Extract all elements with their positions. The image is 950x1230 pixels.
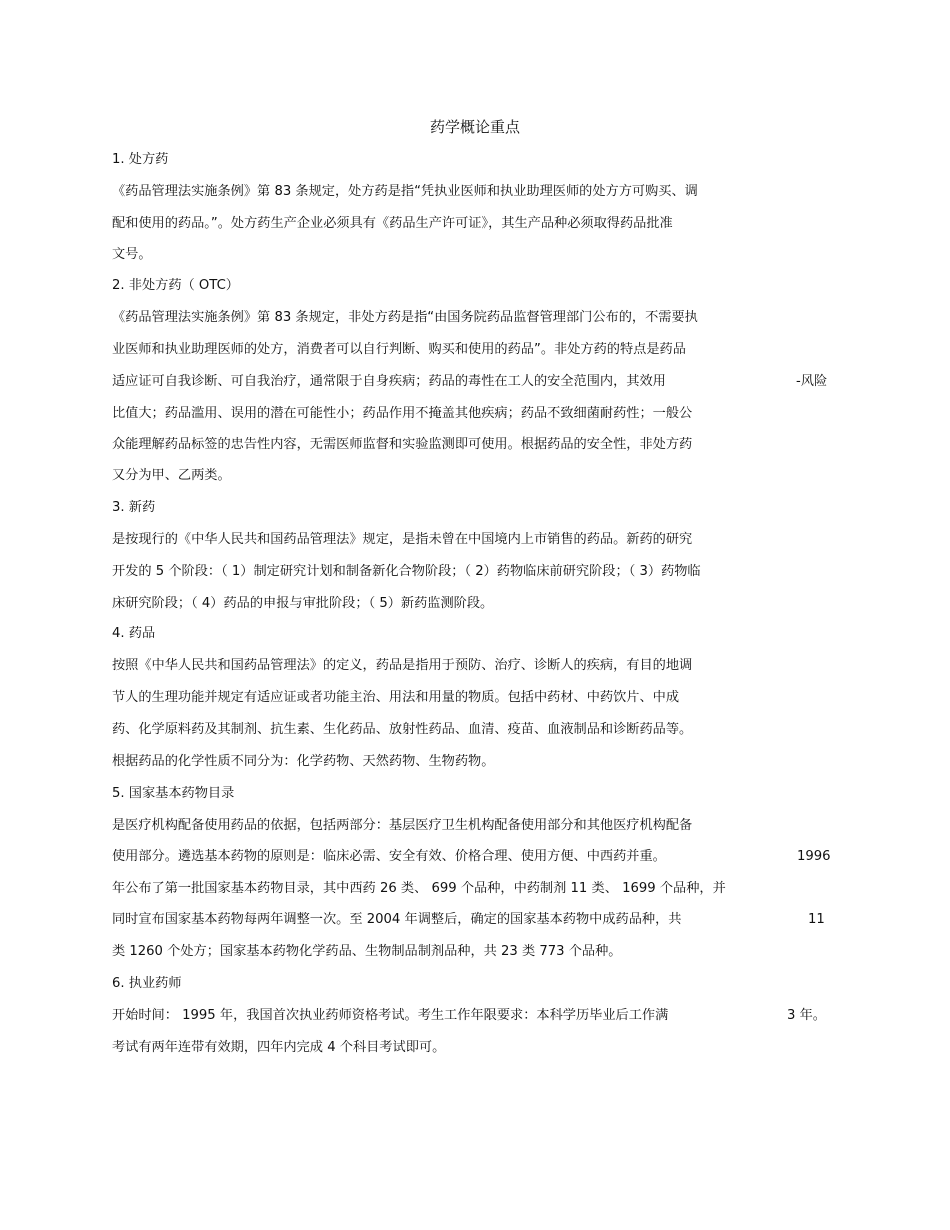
- section-heading-3: 3. 新药: [112, 500, 156, 515]
- paragraph-line: 业医师和执业助理医师的处方，消费者可以自行判断、购买和使用的药品”。非处方药的特点是药品: [112, 342, 686, 357]
- paragraph-line: 配和使用的药品。”。处方药生产企业必须具有《药品生产许可证》，其生产品种必须取得药品批准: [112, 216, 673, 231]
- paragraph-line: 比值大；药品滥用、误用的潜在可能性小；药品作用不掩盖其他疾病；药品不致细菌耐药性；一般公: [112, 406, 693, 421]
- paragraph-line: 适应证可自我诊断、可自我治疗，通常限于自身疾病；药品的毒性在工人的安全范围内，其效用: [112, 374, 666, 389]
- paragraph-line-tail: -风险: [796, 374, 828, 389]
- paragraph-line: 年公布了第一批国家基本药物目录，其中西药 26 类、 699 个品种，中药制剂 11 类、 1699 个品种，并: [112, 881, 726, 896]
- paragraph-line: 按照《中华人民共和国药品管理法》的定义，药品是指用于预防、治疗、诊断人的疾病，有目的地调: [112, 658, 693, 673]
- paragraph-line: 类 1260 个处方；国家基本药物化学药品、生物制品制剂品种，共 23 类 773 个品种。: [112, 944, 622, 959]
- section-heading-5: 5. 国家基本药物目录: [112, 786, 235, 801]
- paragraph-line: 开始时间： 1995 年，我国首次执业药师资格考试。考生工作年限要求：本科学历毕业后工作满: [112, 1008, 669, 1023]
- paragraph-line: 根据药品的化学性质不同分为：化学药物、天然药物、生物药物。: [112, 754, 495, 769]
- paragraph-line: 是医疗机构配备使用药品的依据，包括两部分：基层医疗卫生机构配备使用部分和其他医疗机构配备: [112, 818, 693, 833]
- paragraph-line-tail: 1996: [797, 849, 831, 864]
- section-heading-6: 6. 执业药师: [112, 976, 182, 991]
- section-heading-2: 2. 非处方药（ OTC）: [112, 278, 239, 293]
- paragraph-line: 使用部分。遴选基本药物的原则是：临床必需、安全有效、价格合理、使用方便、中西药并重。: [112, 849, 666, 864]
- paragraph-line: 文号。: [112, 247, 152, 262]
- document-title: 药学概论重点: [429, 118, 520, 136]
- paragraph-line: 药、化学原料药及其制剂、抗生素、生化药品、放射性药品、血清、疫苗、血液制品和诊断药品等。: [112, 722, 693, 737]
- paragraph-line: 床研究阶段；（ 4）药品的申报与审批阶段；（ 5）新药监测阶段。: [112, 596, 494, 611]
- paragraph-line: 开发的 5 个阶段：（ 1）制定研究计划和制备新化合物阶段；（ 2）药物临床前研究阶段；（ 3）药物临: [112, 564, 701, 579]
- paragraph-line: 《药品管理法实施条例》第 83 条规定，处方药是指“凭执业医师和执业助理医师的处方方可购买、调: [112, 184, 698, 199]
- paragraph-line: 节人的生理功能并规定有适应证或者功能主治、用法和用量的物质。包括中药材、中药饮片、中成: [112, 690, 680, 705]
- paragraph-line: 众能理解药品标签的忠告性内容，无需医师监督和实验监测即可使用。根据药品的安全性，非处方药: [112, 437, 693, 452]
- paragraph-line-tail: 3 年。: [787, 1008, 826, 1023]
- section-heading-4: 4. 药品: [112, 626, 156, 641]
- section-heading-1: 1. 处方药: [112, 152, 169, 167]
- paragraph-line: 又分为甲、乙两类。: [112, 468, 231, 483]
- paragraph-line: 《药品管理法实施条例》第 83 条规定，非处方药是指“由国务院药品监督管理部门公布的，不需要执: [112, 310, 698, 325]
- paragraph-line: 是按现行的《中华人民共和国药品管理法》规定，是指未曾在中国境内上市销售的药品。新药的研究: [112, 532, 693, 547]
- paragraph-line: 同时宣布国家基本药物每两年调整一次。至 2004 年调整后，确定的国家基本药物中成药品种，共: [112, 912, 682, 927]
- paragraph-line: 考试有两年连带有效期，四年内完成 4 个科目考试即可。: [112, 1040, 446, 1055]
- paragraph-line-tail: 11: [808, 912, 825, 927]
